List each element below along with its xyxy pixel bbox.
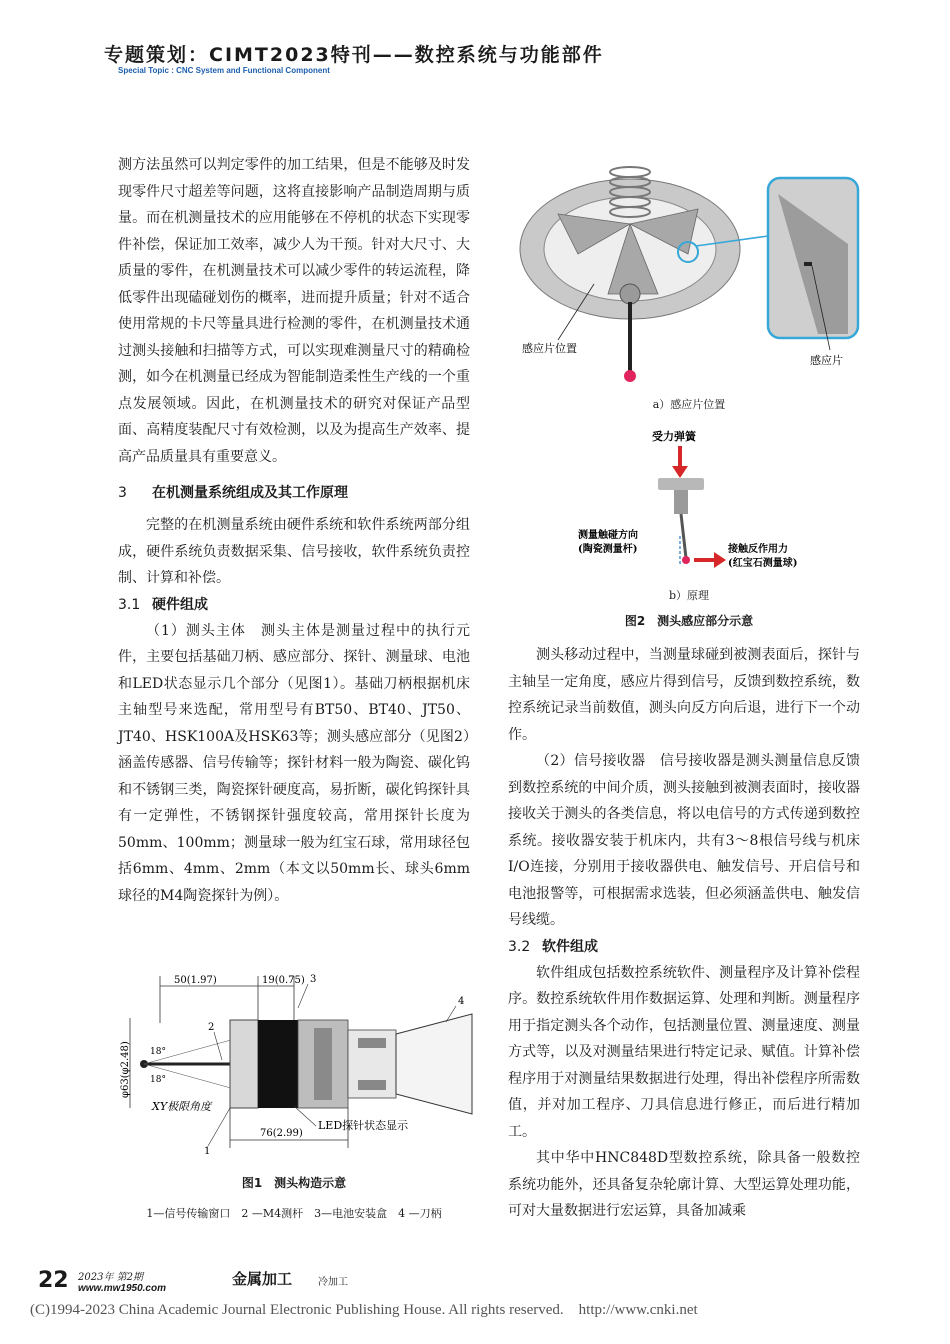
label-touch-direction-1: 测量触碰方向 (578, 530, 638, 541)
page-number: 22 (38, 1268, 69, 1293)
figure-1-legend: 1—信号传输窗口 2 —M4测杆 3—电池安装盒 4 —刀柄 (146, 1207, 442, 1220)
dim-left-diameter: φ63(φ2.48) (120, 1041, 131, 1098)
section-number: 3 (118, 485, 127, 501)
label-reaction-force-2: (红宝石测量球) (728, 558, 798, 569)
issue-label: 2023年 第2期 (78, 1272, 143, 1283)
running-header-title: 专题策划：CIMT2023特刊——数控系统与功能部件 (104, 44, 604, 66)
figure-2b-principle-diagram (548, 426, 830, 576)
label-4: 4 (458, 996, 465, 1007)
figure-2-caption: 图2 测头感应部分示意 (624, 614, 754, 628)
figure-1-probe-drawing (118, 968, 478, 1168)
label-touch-direction-2: (陶瓷测量杆) (578, 544, 638, 555)
label-sensor-plate: 感应片 (810, 354, 843, 367)
dim-top-50: 50(1.97) (174, 975, 217, 986)
section-3-heading (118, 480, 470, 506)
label-force-spring: 受力弹簧 (652, 430, 696, 443)
right-column (508, 642, 860, 1225)
section-number: 3.2 (508, 938, 531, 955)
dim-top-19: 19(0.75) (262, 975, 305, 986)
section-title: 软件组成 (542, 938, 598, 955)
label-2: 2 (208, 1022, 215, 1033)
dim-bottom-76: 76(2.99) (260, 1128, 303, 1139)
paragraph-intro-continued: 测方法虽然可以判定零件的加工结果，但是不能够及时发现零件尺寸超差等问题，这将直接影响产品制造周期与质量。而在机测量技术的应用能够在不停机的状态下实现零件补偿，保证加工效率，减少人为干预。针对大尺寸、大质量的零件，在机测量技术可以减少零件的转运流程，降低零件出现磕碰划伤的概率，进而提升质量；针对不适合使用常规的卡尺等量具进行检测的零件，在机测量技术通过测头接触和扫描等方式，可以实现难测量尺寸的精确检测，如今在机测量已经成为智能制造柔性生产线的一个重点发展领域。因此，在机测量技术的研究对保证产品型面、高精度装配尺寸有效检测，以及为提高生产效率、提高产品质量具有重要意义。 (118, 157, 470, 465)
journal-website: www.mw1950.com (78, 1283, 166, 1294)
figure-1-caption: 图1 测头构造示意 (241, 1176, 347, 1190)
paragraph-signal-receiver: （2）信号接收器 信号接收器是测头测量信息反馈到数控系统的中间介质，测头接触到被测表面时，接收器接收关于测头的各类信息，将以电信号的方式传递到数控系统。接收器安装于机床内，共有3～8根信号线与机床I/O连接，分别用于接收器供电、触发信号、开启信号和电池报警等，可根据需求选装，但必须涵盖供电、触发信号线缆。 (508, 753, 860, 928)
label-3: 3 (310, 974, 317, 985)
paragraph-software-composition: 软件组成包括数控系统软件、测量程序及计算补偿程序。数控系统软件用作数据运算、处理和判断。测量程序用于指定测头各个动作，包括测量位置、测量速度、测量方式等，以及对测量结果进行特定记录、赋值。计算补偿程序用于对测量结果数据进行处理，得出补偿程序所需数值，并对加工程序、刀具信息进行修正，而后进行精加工。 (508, 964, 860, 1140)
section-title: 在机测量系统组成及其工作原理 (152, 485, 348, 501)
section-number: 3.1 (118, 596, 141, 613)
angle-lower: 18° (150, 1075, 166, 1085)
paragraph-hnc848d: 其中华中HNC848D型数控系统，除具备一般数控系统功能外，还具备复杂轮廓计算、大型运算处理功能，可对大量数据进行宏运算，具备加减乘 (508, 1150, 860, 1219)
journal-logo: 金属加工 (232, 1270, 293, 1288)
paragraph-probe-motion: 测头移动过程中，当测量球碰到被测表面后，探针与主轴呈一定角度，感应片得到信号，反馈到数控系统，数控系统记录当前数值，测头向反方向后退，进行下一个动作。 (508, 647, 860, 743)
figure-2a-sensor-photo (518, 154, 860, 390)
led-status-label: LED探针状态显示 (318, 1119, 409, 1132)
label-reaction-force-1: 接触反作用力 (728, 544, 788, 555)
section-title: 硬件组成 (152, 596, 208, 613)
paragraph-system-overview: 完整的在机测量系统由硬件系统和软件系统两部分组成，硬件系统负责数据采集、信号接收，软件系统负责控制、计算和补偿。 (118, 517, 470, 586)
paragraph-probe-body: （1）测头主体 测头主体是测量过程中的执行元件，主要包括基础刀柄、感应部分、探针、测量球、电池和LED状态显示几个部分（见图1）。基础刀柄根据机床主轴型号来选配，常用型号有BT50、BT40、JT50、JT40、HSK100A及HSK63等；测头感应部分（见图2）涵盖传感器、信号传输等；探针材料一般为陶瓷、碳化钨和不锈钢三类，陶瓷探针硬度高，易折断，碳化钨探针具有一定弹性，不锈钢探针强度较高，常用探针长度为50mm、100mm；测量球一般为红宝石球，常用球径包括6mm、4mm、2mm（本文以50mm长、球头6mm球径的M4陶瓷探针为例）。 (118, 622, 470, 904)
running-header-subtitle: Special Topic : CNC System and Functional Component (118, 66, 330, 75)
copyright-line: (C)1994-2023 China Academic Journal Electronic Publishing House. All rights reserved. http://www.cnki.net (30, 1302, 698, 1318)
left-column (118, 152, 470, 909)
label-sensor-position: 感应片位置 (522, 342, 577, 355)
xy-angle-label: XY极限角度 (152, 1100, 212, 1113)
figure-2b-subcaption: b）原理 (668, 589, 710, 602)
angle-upper: 18° (150, 1047, 166, 1057)
section-3-2-heading (508, 934, 860, 960)
journal-logo-sub: 冷加工 (318, 1277, 348, 1288)
label-1: 1 (204, 1146, 211, 1157)
section-3-1-heading (118, 592, 470, 618)
figure-2a-subcaption: a）感应片位置 (652, 398, 726, 411)
